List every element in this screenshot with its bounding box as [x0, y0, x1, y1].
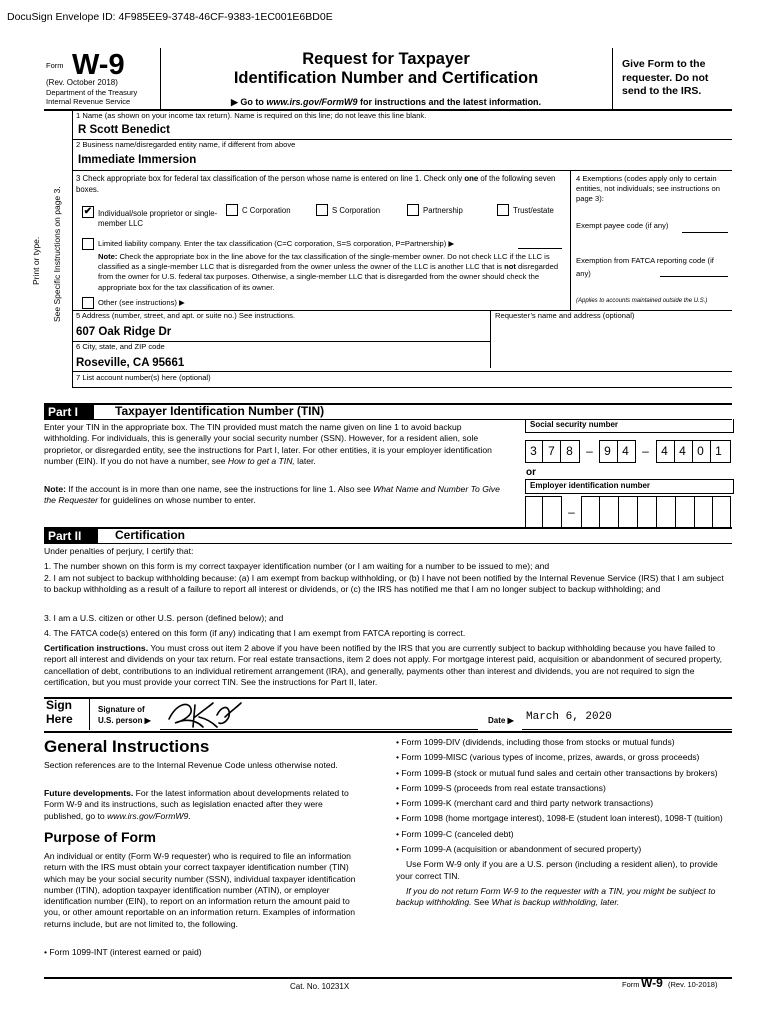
llc-checkbox[interactable] — [82, 238, 94, 250]
bullet-1099-div: • Form 1099-DIV (dividends, including those from stocks or mutual funds) — [396, 737, 675, 747]
exemptions-label: 4 Exemptions (codes apply only to certain entities, not individuals; see instructions on page 3): — [576, 174, 720, 203]
name-field[interactable]: R Scott Benedict — [78, 124, 171, 136]
requester-label: Requester’s name and address (optional) — [495, 311, 635, 320]
ein-prefix-box — [525, 496, 562, 528]
bullet-1099-c: • Form 1099-C (canceled debt) — [396, 828, 514, 839]
ein-cell-divider — [694, 496, 695, 527]
ein-field[interactable] — [525, 496, 731, 527]
line3-label — [76, 174, 566, 195]
bullet-1099-a: • Form 1099-A (acquisition or abandonment of secured property) — [396, 844, 642, 855]
bullet-1099-k: • Form 1099-K (merchant card and third party network transactions) — [396, 798, 654, 809]
ein-cell-divider — [675, 496, 676, 527]
other-checkbox[interactable] — [82, 297, 94, 309]
c-corporation-label: C Corporation — [242, 206, 291, 215]
form-number: W-9 — [72, 49, 125, 81]
cert-instructions-label: Certification instructions. — [44, 643, 149, 653]
envelope-id: DocuSign Envelope ID: 4F985EE9-3748-46CF-9383-1EC001E6BD0E — [7, 11, 333, 23]
part1-note — [44, 484, 514, 507]
s-corporation-checkbox[interactable] — [316, 204, 328, 216]
future-developments-label: Future developments. — [44, 788, 134, 798]
right-column — [396, 737, 732, 909]
treasury-dept: Department of the Treasury — [46, 88, 138, 97]
bullet-1099-s: • Form 1099-S (proceeds from real estate transactions) — [396, 782, 606, 793]
signature-label-2: U.S. person ▶ — [98, 716, 151, 725]
backup-note-ref: What is backup withholding, later. — [491, 897, 620, 908]
form-word: Form — [46, 61, 64, 70]
trust-estate-label: Trust/estate — [513, 206, 554, 215]
ssn-field[interactable] — [525, 440, 731, 462]
ssn-digit: 0 — [697, 444, 704, 458]
ssn-digit: 4 — [679, 444, 686, 458]
line3-label-a: 3 Check appropriate box for federal tax classification of the person whose name is entered on line 1. Check only — [76, 174, 465, 183]
general-instructions-heading: General Instructions — [44, 737, 210, 756]
irs-url-link[interactable]: www.irs.gov/FormW9 — [266, 97, 358, 107]
line3-label-one: one — [464, 174, 479, 183]
ssn-dash: – — [586, 444, 593, 458]
bullet-1099-int: • Form 1099-INT (interest earned or paid) — [44, 947, 202, 957]
date-line — [522, 729, 732, 730]
irs-label: Internal Revenue Service — [46, 97, 131, 106]
llc-label: Limited liability company. Enter the tax classification (C=C corporation, S=S corporation, P=Partnership) ▶ — [98, 239, 455, 248]
ssn-digit: 1 — [715, 444, 722, 458]
other-label: Other (see instructions) ▶ — [98, 298, 185, 307]
requester-divider — [490, 310, 491, 368]
form-title-line2: Identification Number and Certification — [233, 69, 539, 87]
line7-label: 7 List account number(s) here (optional) — [76, 373, 211, 382]
ssn-digit: 4 — [622, 444, 629, 458]
part2-title-rule — [44, 543, 732, 544]
footer-form-number: W-9 — [641, 976, 663, 990]
backup-note-italic: If you do not return Form W-9 to the requester with a TIN, you might be subject to backup withholding. — [396, 885, 716, 908]
sign-label: Sign — [46, 698, 72, 712]
applies-note: (Applies to accounts maintained outside the U.S.) — [576, 298, 708, 304]
part1-text-a: Enter your TIN in the appropriate box. The TIN provided must match the name given on line 1 to avoid backup withholding. For individuals, this is generally your social security number (SSN). However, for a resident alien, sole proprietor, or disregarded entity, see the instructions for Part I, later. For other entities, it is your employer identification number (EIN). If you do not have a number, see — [44, 422, 492, 466]
address-field[interactable]: 607 Oak Ridge Dr — [76, 326, 172, 338]
bullet-1099-b: • Form 1099-B (stock or mutual fund sales and certain other transactions by brokers) — [396, 767, 718, 778]
form-title-line1: Request for Taxpayer — [302, 50, 470, 68]
backup-withholding-note — [396, 886, 732, 909]
or-label: or — [526, 467, 536, 478]
give-form-note: Give Form to the requester. Do not send to the IRS. — [622, 58, 709, 97]
ein-cell-divider — [637, 496, 638, 527]
use-form-text: Use Form W-9 only if you are a U.S. person (including a resident alien), to provide your correct TIN. — [396, 859, 718, 881]
line3-label-b: of the following seven boxes. — [76, 174, 556, 194]
line6-rule — [72, 371, 732, 372]
individual-label: Individual/sole proprietor or single-member LLC — [98, 209, 218, 228]
cert-item-3: 3. I am a U.S. citizen or other U.S. person (defined below); and — [44, 613, 284, 623]
llc-classification-field[interactable] — [518, 248, 562, 249]
footer-rev: (Rev. 10-2018) — [668, 980, 718, 989]
llc-note-text-b: disregarded from the owner for U.S. federal tax purposes. Otherwise, a single-member LLC that is disregarded from the owner should check the appropriate box for the tax classification of its owner. — [98, 262, 559, 292]
form-rev: (Rev. October 2018) — [46, 78, 118, 87]
line5-label: 5 Address (number, street, and apt. or suite no.) See instructions. — [76, 311, 296, 320]
c-corporation-checkbox[interactable] — [226, 204, 238, 216]
exempt-payee-label: Exempt payee code (if any) — [576, 221, 669, 230]
trust-estate-checkbox[interactable] — [497, 204, 509, 216]
part1-note-label: Note: — [44, 484, 66, 494]
line6-label: 6 City, state, and ZIP code — [76, 342, 165, 351]
s-corporation-label: S Corporation — [332, 206, 381, 215]
date-label: Date ▶ — [488, 716, 514, 725]
future-developments-text: For the latest information about developments related to Form W-9 and its instructions, such as legislation enacted after they were published, go to — [44, 788, 349, 821]
perjury-intro: Under penalties of perjury, I certify that: — [44, 546, 194, 556]
left-field-border — [72, 111, 73, 387]
sign-divider — [89, 698, 90, 730]
cert-item-4: 4. The FATCA code(s) entered on this form (if any) indicating that I am exempt from FATCA reporting is correct. — [44, 628, 466, 638]
goto-instructions — [160, 97, 612, 107]
line2-label: 2 Business name/disregarded entity name, if different from above — [76, 140, 296, 149]
signature-line — [160, 729, 478, 730]
here-label: Here — [46, 712, 73, 726]
city-state-zip-field[interactable]: Roseville, CA 95661 — [76, 357, 185, 369]
business-name-field[interactable]: Immediate Immersion — [78, 154, 197, 166]
sign-bottom-rule — [44, 731, 732, 733]
llc-note-text-a: Check the appropriate box in the line above for the tax classification of the single-member owner. Do not check LLC if the LLC is classified as a single-member LLC that is disregarded from the owner unless the owner of the LLC is another LLC that is — [98, 252, 550, 272]
cert-instructions — [44, 643, 732, 688]
ein-cell-divider — [712, 496, 713, 527]
fatca-label: Exemption from FATCA reporting code (if any) — [576, 256, 714, 278]
part1-title: Taxpayer Identification Number (TIN) — [115, 404, 325, 418]
header-divider-right — [612, 48, 613, 110]
ein-cell-divider — [599, 496, 600, 527]
goto-suffix: for instructions and the latest information. — [357, 97, 542, 107]
part2-badge: Part II — [44, 528, 98, 544]
line7-field[interactable] — [72, 387, 732, 388]
ssn-digit: 3 — [530, 444, 537, 458]
catalog-number: Cat. No. 10231X — [290, 982, 350, 991]
signature-image[interactable] — [165, 697, 245, 731]
part1-note-a: If the account is in more than one name, see the instructions for line 1. Also see — [65, 484, 374, 494]
ssn-label: Social security number — [530, 420, 619, 429]
footer-rule — [44, 977, 732, 979]
sign-top-rule — [44, 697, 732, 699]
ein-cell-divider — [656, 496, 657, 527]
line1-label: 1 Name (as shown on your income tax return). Name is required on this line; do not leave this line blank. — [76, 111, 427, 120]
date-field[interactable]: March 6, 2020 — [526, 711, 612, 723]
cert-instructions-text: You must cross out item 2 above if you have been notified by the IRS that you are currently subject to backup withholding because you have failed to report all interest and dividends on your tax return. For real estate transactions, item 2 does not apply. For mortgage interest paid, acquisition or abandonment of secured property, cancellation of debt, contributions to an individual retirement arrangement (IRA), and generally, payments other than interest and dividends, you are not required to sign the certification, but you must provide your correct TIN. See the instructions for Part II, later. — [44, 643, 722, 687]
goto-prefix: ▶ Go to — [230, 97, 267, 107]
ssn-digit: 4 — [661, 444, 668, 458]
part1-instructions — [44, 422, 506, 467]
future-developments-end: . — [188, 810, 191, 821]
ssn-dash: – — [642, 444, 649, 458]
part1-badge: Part I — [44, 404, 94, 420]
irs-w9-link[interactable]: www.irs.gov/FormW9 — [107, 810, 189, 821]
section-references: Section references are to the Internal Revenue Code unless otherwise noted. — [44, 760, 338, 770]
partnership-checkbox[interactable] — [407, 204, 419, 216]
footer-form-word: Form — [622, 980, 640, 989]
llc-note-not: not — [504, 262, 516, 272]
line2-rule — [72, 170, 732, 171]
partnership-label: Partnership — [423, 206, 463, 215]
part2-title: Certification — [115, 528, 186, 542]
ein-cell-divider — [618, 496, 619, 527]
bullet-1098: • Form 1098 (home mortgage interest), 1098-E (student loan interest), 1098-T (tuition) — [396, 813, 723, 824]
ein-dash: – — [568, 505, 575, 519]
signature-label-1: Signature of — [98, 705, 145, 714]
part1-note-italic: What Name and Number To Give the Requester — [44, 484, 500, 506]
llc-note — [98, 252, 568, 293]
bullet-1099-misc: • Form 1099-MISC (various types of income, prizes, awards, or gross proceeds) — [396, 752, 700, 763]
ein-label: Employer identification number — [530, 481, 651, 490]
ssn-digit: 9 — [604, 444, 611, 458]
future-developments — [44, 788, 364, 822]
ssn-digit: 8 — [566, 444, 573, 458]
part1-note-b: for guidelines on whose number to enter. — [97, 495, 256, 506]
line3-right-divider — [570, 170, 571, 310]
individual-checkbox[interactable]: ✔ — [83, 206, 93, 217]
part1-text-how: How to get a TIN, — [227, 455, 295, 466]
print-or-type-label: Print or type. — [31, 236, 41, 285]
purpose-text: An individual or entity (Form W-9 requester) who is required to file an information return with the IRS must obtain your correct taxpayer identification number (TIN) which may be your social security number (SSN), individual taxpayer identification number (ITIN), adoption taxpayer identification number (ATIN), or employer identification number (EIN), to report on an information return the amount paid to you, or other amount reportable on an information return. Examples of information returns include, but are not limited to, the following. — [44, 851, 356, 929]
part1-text-b: later. — [294, 455, 316, 466]
cert-item-1: 1. The number shown on this form is my correct taxpayer identification number (or I am waiting for a number to be issued to me); and — [44, 561, 550, 571]
purpose-heading: Purpose of Form — [44, 829, 157, 845]
see-specific-instructions: See Specific Instructions on page 3. — [52, 186, 62, 322]
backup-note-see: See — [471, 897, 492, 908]
ssn-digit: 7 — [548, 444, 555, 458]
llc-note-label: Note: — [98, 252, 118, 261]
cert-item-2: 2. I am not subject to backup withholding because: (a) I am exempt from backup withholding, or (b) I have not been notified by the Internal Revenue Service (IRS) that I am subject to backup withholding as a result of a failure to report all interest or dividends, or (c) the IRS has notified me that I am no longer subject to backup withholding; and — [44, 573, 724, 595]
ein-cell-divider — [542, 496, 543, 527]
fatca-code-field[interactable] — [660, 276, 728, 277]
exempt-payee-field[interactable] — [682, 232, 728, 233]
